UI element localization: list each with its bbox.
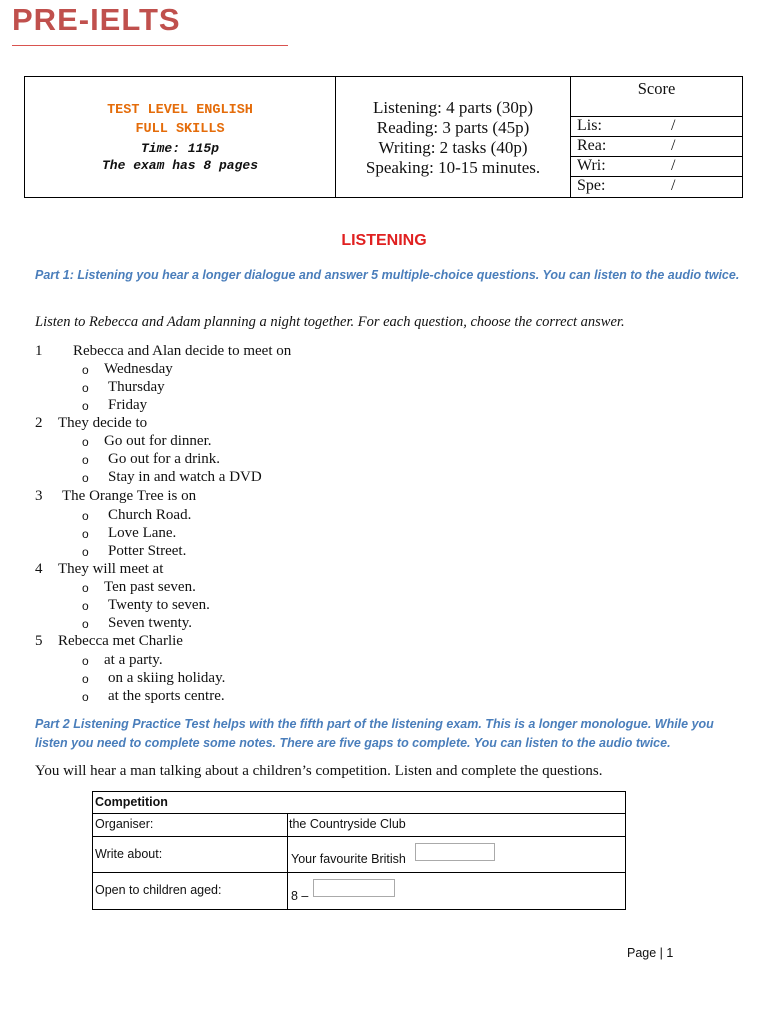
table-row [93,814,625,837]
question-number: 2 [35,415,43,431]
option-bullet: o [82,435,89,449]
brand-logo-text: PRE-IELTS [12,2,181,37]
option-text[interactable]: Ten past seven. [104,579,196,595]
exam-time: Time: 115p [140,141,219,156]
parts-listening: Listening: 4 parts (30p) [372,98,534,117]
score-label: Rea: [577,137,607,154]
option-bullet: o [82,599,89,613]
score-row-writing [571,157,742,177]
question-number: 3 [35,488,43,504]
question-text: Rebecca and Alan decide to meet on [73,343,292,359]
option-text[interactable]: Wednesday [104,361,173,377]
part1-instruction: Part 1: Listening you hear a longer dialogue and answer 5 multiple-choice questions. You can listen to the audio twice. [35,268,740,282]
option-text[interactable]: at a party. [104,652,163,668]
score-label: Lis: [577,117,602,134]
option-bullet: o [82,581,89,595]
row-label: Open to children aged: [95,883,222,897]
option-bullet: o [82,399,89,413]
part2-instruction: Part 2 Listening Practice Test helps with the fifth part of the listening exam. This is a longer monologue. While you listen you need to complete some notes. There are five gaps to complete. You can listen to the audio twice. [35,717,714,750]
score-label: Wri: [577,157,606,174]
score-title: Score [571,77,742,117]
exam-pages: The exam has 8 pages [101,158,259,173]
score-cell [571,77,742,197]
option-bullet: o [82,672,89,686]
table-header-row [93,792,625,814]
section-title: LISTENING [341,232,427,249]
score-value: / [671,157,676,174]
page-number: Page | 1 [627,946,674,960]
option-bullet: o [82,381,89,395]
table-title: Competition [95,795,168,809]
question-text: Rebecca met Charlie [58,633,183,649]
option-text[interactable]: Go out for dinner. [104,433,212,449]
row-label: Write about: [95,847,163,861]
option-text[interactable]: Potter Street. [108,543,187,559]
parts-reading: Reading: 3 parts (45p) [376,118,530,137]
answer-input-age[interactable] [313,879,395,897]
exam-parts-cell [336,77,571,197]
option-text[interactable]: Thursday [108,379,165,395]
exam-title-line2: FULL SKILLS [135,122,225,137]
score-value: / [671,137,676,154]
parts-speaking: Speaking: 10-15 minutes. [365,158,541,177]
option-text[interactable]: Twenty to seven. [108,597,210,613]
exam-title-cell [25,77,336,197]
column-divider [287,873,288,909]
score-value: / [671,177,676,194]
option-text[interactable]: Seven twenty. [108,615,193,631]
part2-subtitle: You will hear a man talking about a children’s competition. Listen and complete the questions. [35,763,603,779]
option-bullet: o [82,471,89,485]
option-text[interactable]: Church Road. [108,507,192,523]
score-row-reading [571,137,742,157]
question-number: 1 [35,343,43,359]
question-text: The Orange Tree is on [62,488,197,504]
question-text: They decide to [58,415,148,431]
question-number: 4 [35,561,43,577]
option-text[interactable]: Stay in and watch a DVD [108,469,262,485]
option-bullet: o [82,363,89,377]
row-value: 8 – [291,889,309,903]
option-text[interactable]: Go out for a drink. [108,451,221,467]
option-text[interactable]: Friday [108,397,148,413]
score-value: / [671,117,676,134]
table-row [93,873,625,909]
column-divider [287,837,288,872]
question-number: 5 [35,633,43,649]
row-label: Organiser: [95,817,154,831]
option-text[interactable]: on a skiing holiday. [108,670,226,686]
brand-underline [12,45,288,46]
option-bullet: o [82,545,89,559]
row-value: Your favourite British [291,852,406,866]
question-text: They will meet at [58,561,164,577]
answer-input-topic[interactable] [415,843,495,861]
option-bullet: o [82,527,89,541]
option-text[interactable]: Love Lane. [108,525,177,541]
competition-notes-table [92,791,626,910]
option-bullet: o [82,690,89,704]
column-divider [287,814,288,836]
table-row [93,837,625,873]
score-label: Spe: [577,177,606,194]
parts-writing: Writing: 2 tasks (40p) [378,138,528,157]
exam-info-table [24,76,743,198]
option-bullet: o [82,509,89,523]
option-bullet: o [82,617,89,631]
option-text[interactable]: at the sports centre. [108,688,225,704]
part1-subtitle: Listen to Rebecca and Adam planning a night together. For each question, choose the correct answer. [35,314,625,330]
score-row-listening [571,117,742,137]
score-row-speaking [571,177,742,197]
exam-title-line1: TEST LEVEL ENGLISH [107,103,253,118]
option-bullet: o [82,654,89,668]
row-value: the Countryside Club [289,817,406,831]
option-bullet: o [82,453,89,467]
